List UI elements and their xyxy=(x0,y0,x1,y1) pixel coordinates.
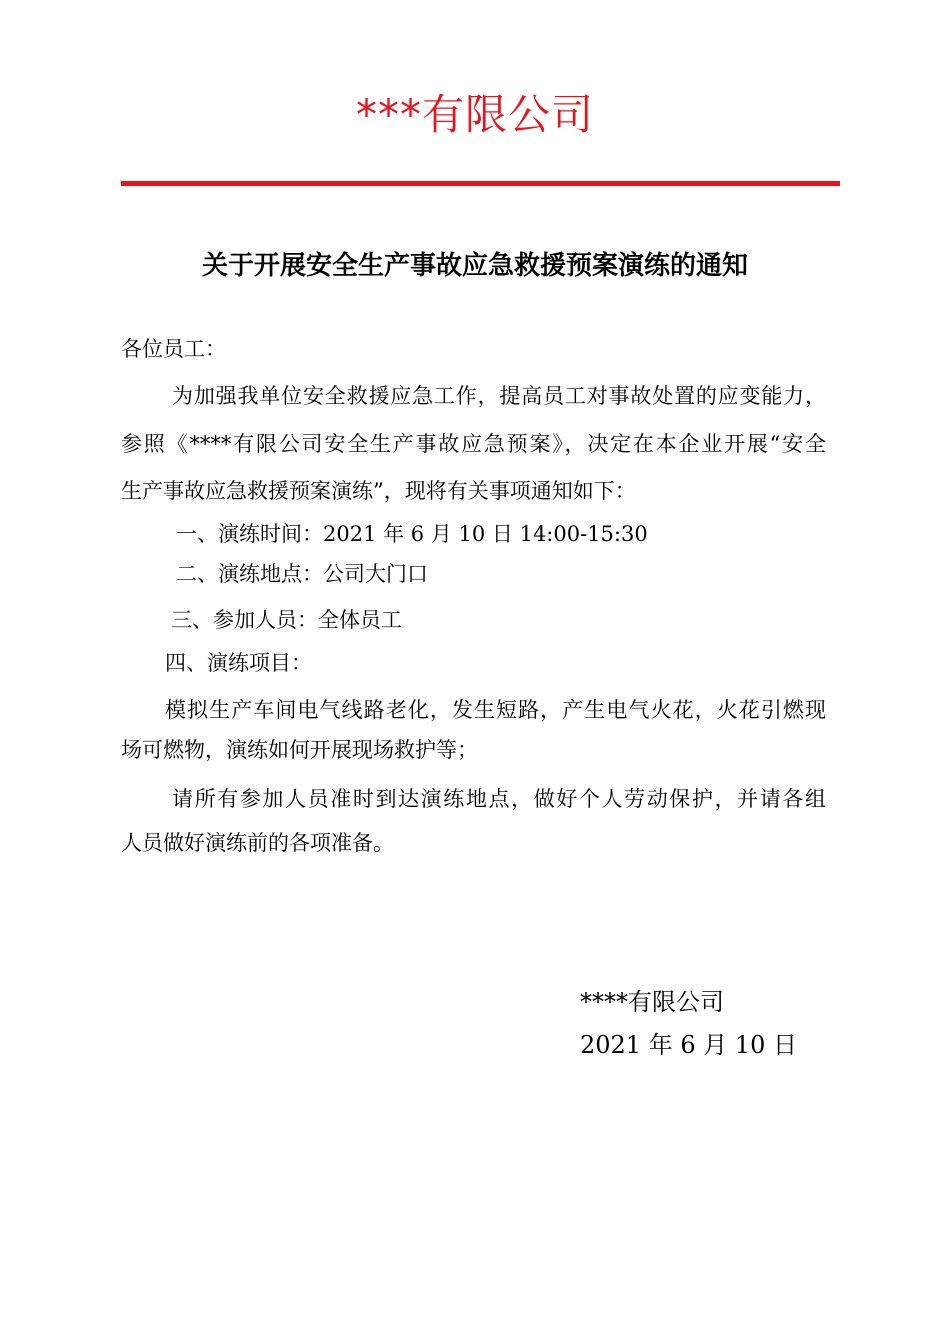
item-drill-place: 二、演练地点：公司大门口 xyxy=(176,562,428,586)
salutation: 各位员工： xyxy=(121,337,226,361)
letterhead-company-name: ***有限公司 xyxy=(355,90,594,139)
intro-line-3: 生产事故应急救援预案演练”，现将有关事项通知如下： xyxy=(121,479,636,503)
notice-title: 关于开展安全生产事故应急救援预案演练的通知 xyxy=(201,251,748,281)
closing-line-2: 人员做好演练前的各项准备。 xyxy=(121,831,394,855)
letterhead-red-rule xyxy=(121,181,840,186)
closing-line-1: 请所有参加人员准时到达演练地点，做好个人劳动保护，并请各组 xyxy=(172,787,826,811)
item-participants: 三、参加人员：全体员工 xyxy=(171,608,402,632)
signature-date: 2021 年 6 月 10 日 xyxy=(580,1031,798,1059)
intro-line-1: 为加强我单位安全救援应急工作，提高员工对事故处置的应变能力， xyxy=(172,384,826,408)
project-line-2: 场可燃物，演练如何开展现场救护等； xyxy=(121,738,478,762)
item-drill-time: 一、演练时间：2021 年 6 月 10 日 14:00-15:30 xyxy=(176,522,648,546)
item-drill-project: 四、演练项目： xyxy=(165,651,312,675)
signature-company: ****有限公司 xyxy=(580,988,724,1016)
project-line-1: 模拟生产车间电气线路老化，发生短路，产生电气火花，火花引燃现 xyxy=(165,698,826,722)
intro-line-2: 参照《****有限公司安全生产事故应急预案》，决定在本企业开展“安全 xyxy=(121,432,826,456)
